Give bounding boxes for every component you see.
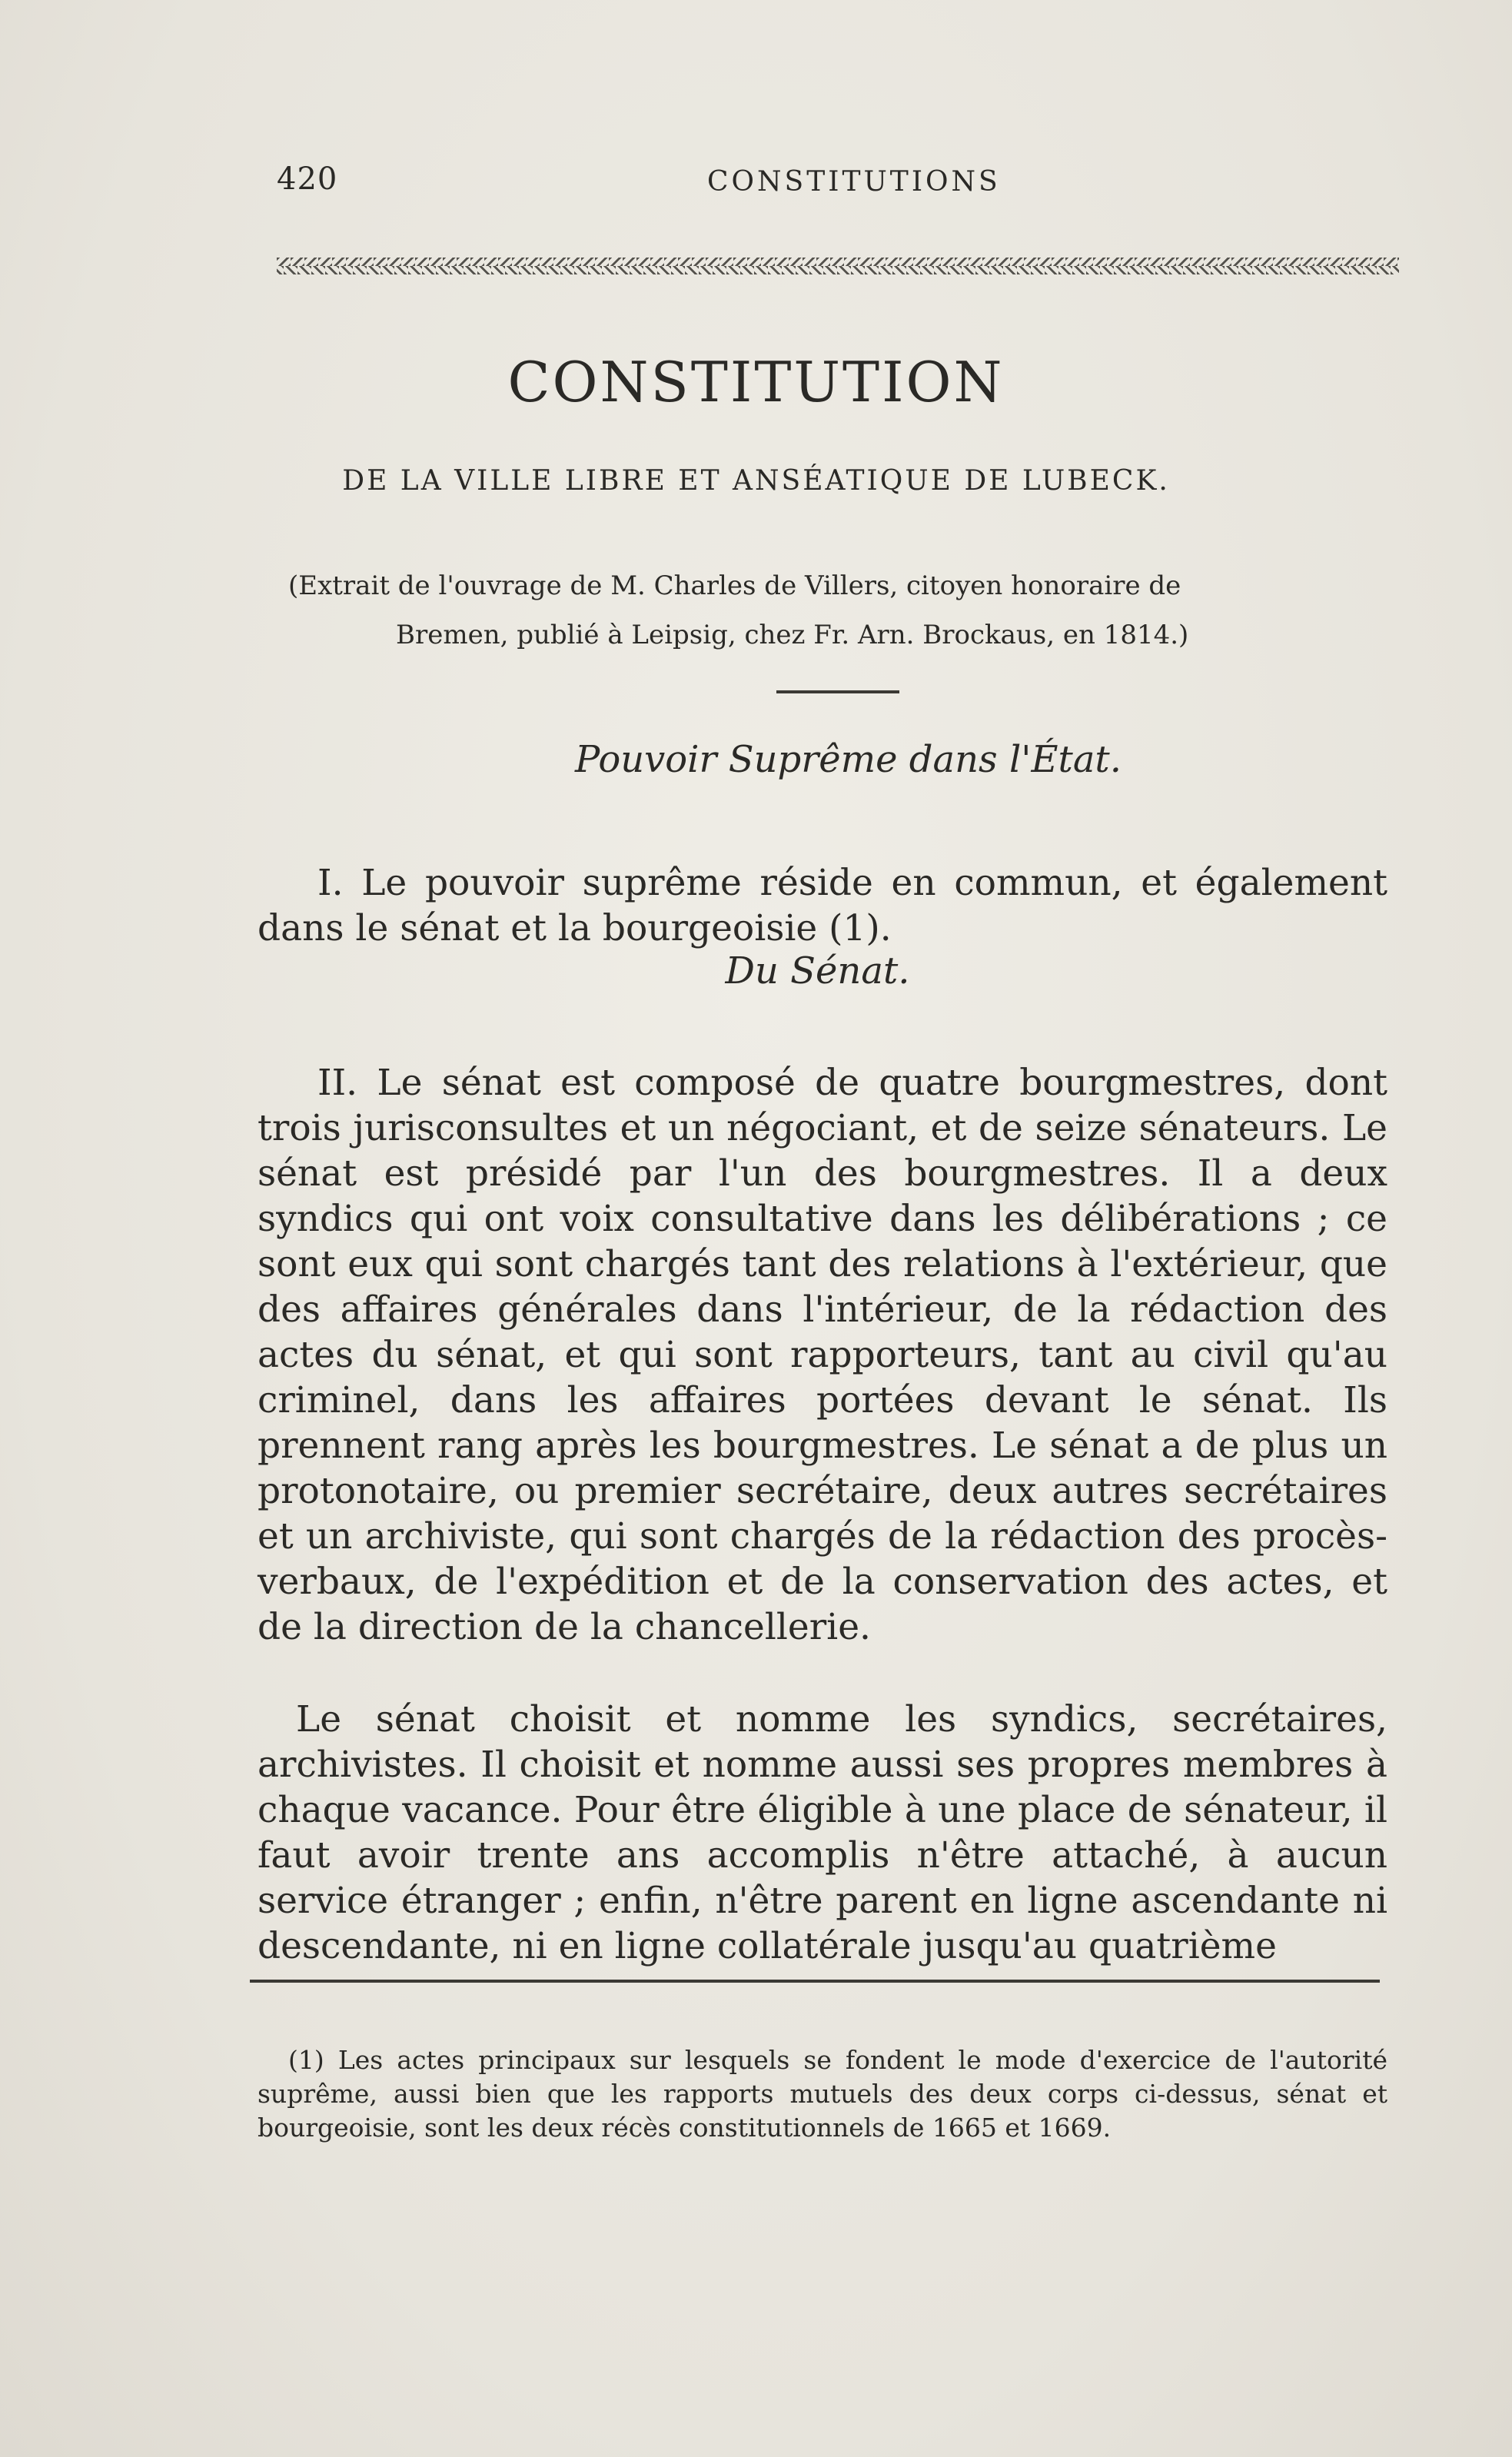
short-divider <box>776 690 899 693</box>
extract-note-line-1: (Extrait de l'ouvrage de M. Charles de Villers, citoyen honoraire de <box>288 570 1181 601</box>
ornamental-divider <box>277 258 1399 274</box>
footnote-divider <box>250 1980 1380 1983</box>
footnote: (1) Les actes principaux sur lesquels se fondent le mode d'exercice de l'autorité suprême, aussi bien que les rapports mutuels des deux corps ci-dessus, sénat et bourgeoisie, sont les deux récès constitutionnels de 1665 et 1669. <box>258 2045 1387 2143</box>
extract-note-line-2: Bremen, publié à Leipsig, chez Fr. Arn. Brockaus, en 1814.) <box>396 620 1189 650</box>
extract-note <box>288 561 1380 660</box>
section-heading-pouvoir: Pouvoir Suprême dans l'État. <box>575 738 1122 781</box>
running-title: CONSTITUTIONS <box>707 166 1001 198</box>
document-title: CONSTITUTION <box>507 350 1005 414</box>
article-2: II. Le sénat est composé de quatre bourgmestres, dont trois jurisconsultes et un négociant, et de seize sénateurs. Le sénat est présidé par l'un des bourgmestres. Il a deux syndics qui ont voix consultative dans les délibérations ; ce sont eux qui sont chargés tant des relations à l'extérieur, que des affaires générales dans l'intérieur, de la rédaction des actes du sénat, et qui sont rapporteurs, tant au civil qu'au criminel, dans les affaires portées devant le sénat. Ils prennent rang après les bourgmestres. Le sénat a de plus un protonotaire, ou premier secrétaire, deux autres secrétaires et un archiviste, qui sont chargés de la rédaction des procès-verbaux, de l'expédition et de la conservation des actes, et de la direction de la chancellerie. <box>258 1062 1387 1648</box>
section-heading-senat: Du Sénat. <box>725 949 910 992</box>
article-2-continued: Le sénat choisit et nomme les syndics, secrétaires, archivistes. Il choisit et nomme aussi ses propres membres à chaque vacance. Pour être éligible à une place de sénateur, il faut avoir trente ans accomplis n'être attaché, à aucun service étranger ; enfin, n'être parent en ligne ascendante ni descendante, ni en ligne collatérale jusqu'au quatrième <box>258 1698 1387 1967</box>
document-subtitle: DE LA VILLE LIBRE ET ANSÉATIQUE DE LUBECK. <box>342 465 1170 497</box>
running-head <box>277 161 1384 208</box>
article-1: I. Le pouvoir suprême réside en commun, et également dans le sénat et la bourgeoisie (1). <box>258 862 1387 949</box>
page-number: 420 <box>277 161 338 197</box>
